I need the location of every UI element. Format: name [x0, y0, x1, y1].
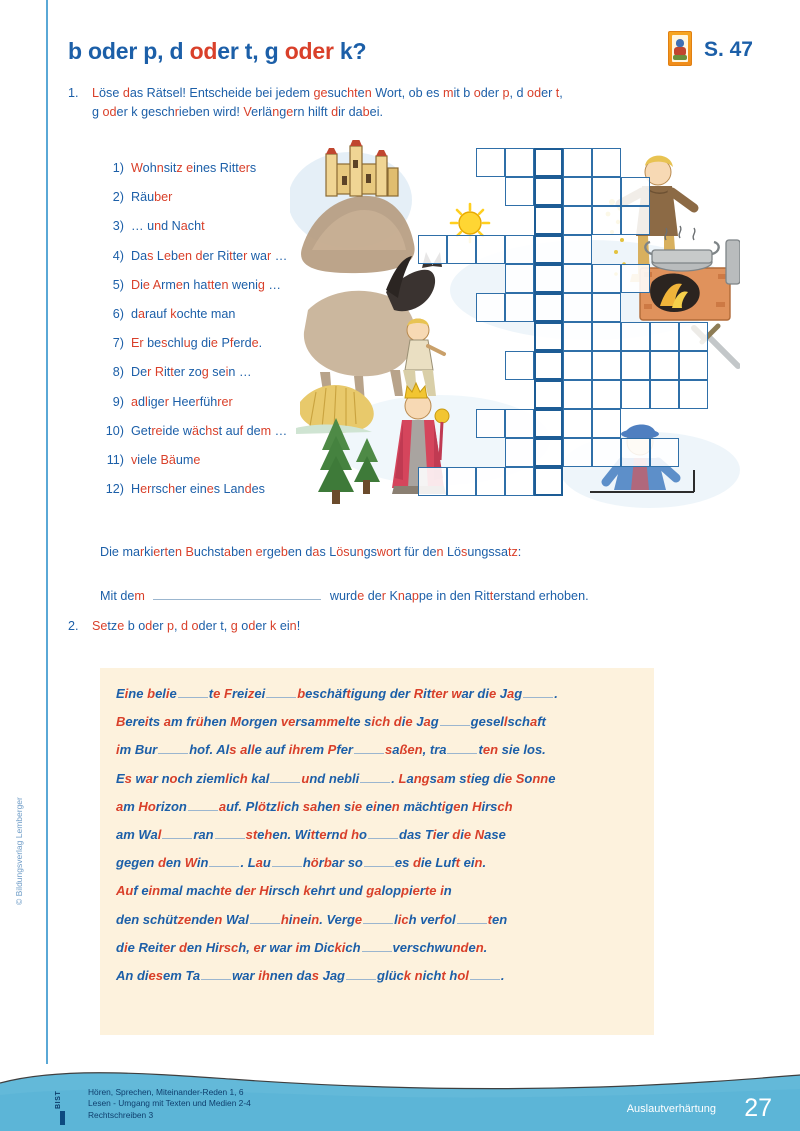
crossword-cell[interactable] [563, 322, 592, 351]
clue-number: 8) [112, 365, 124, 380]
copyright-notice: © Bildungsverlag Lemberger [14, 797, 24, 905]
solution-sentence-before: Mit dem [100, 589, 145, 603]
clue-number: 2) [112, 190, 124, 205]
cloze-blank-input[interactable] [178, 685, 208, 698]
bist-label: BIST [55, 1090, 62, 1109]
crossword-cell[interactable] [650, 438, 679, 467]
clue-text: viele Bäume [131, 452, 201, 467]
cloze-blank-input[interactable] [457, 911, 487, 924]
crossword-cell[interactable] [621, 206, 650, 235]
footer-page-number: 27 [744, 1094, 772, 1122]
clue-number: 6) [112, 306, 124, 321]
crossword-cell-marked[interactable] [534, 148, 563, 177]
cloze-text: glück nicht hol [377, 968, 469, 983]
crossword-cell-marked[interactable] [534, 409, 563, 438]
crossword-cell[interactable] [476, 235, 505, 264]
crossword-cell[interactable] [505, 351, 534, 380]
cloze-line [116, 736, 546, 764]
crossword-cell[interactable] [592, 293, 621, 322]
title-segment: oder [88, 38, 138, 64]
cloze-line [116, 765, 555, 793]
cloze-text: Auf einmal machte der Hirsch kehrt und galoppierte in [116, 883, 452, 899]
crossword-cell[interactable] [563, 409, 592, 438]
cloze-text: hörbar so [302, 855, 363, 871]
crossword-cell[interactable] [476, 148, 505, 177]
clue-number: 5) [112, 277, 124, 292]
cloze-text: . [554, 686, 558, 701]
cloze-text: auf. Plötzlich sahen sie einen mächtigen Hirsch [218, 798, 513, 814]
crossword-cell[interactable] [592, 148, 621, 177]
title-segment: b [68, 38, 89, 64]
clue-number: 1) [112, 161, 124, 175]
crossword-cell[interactable] [505, 148, 534, 177]
task-2-line-1: Setze b oder p, d oder t, g oder k ein! [92, 619, 301, 633]
page-reference: S. 47 [703, 38, 753, 61]
cloze-text: beschäftigung der Ritter war die Jag [297, 686, 523, 701]
clue-text: Herrscher eines Landes [131, 482, 265, 497]
cloze-blank-input[interactable] [368, 826, 398, 839]
cloze-text: ten sie los. [478, 742, 546, 758]
cloze-blank-input[interactable] [362, 939, 392, 952]
cloze-line [116, 821, 506, 849]
footer-standard-line: Rechtschreiben 3 [88, 1109, 154, 1120]
cloze-line [116, 934, 487, 962]
crossword-cell[interactable] [563, 235, 592, 264]
task-1-number: 1. [68, 86, 79, 100]
left-margin-rule [46, 0, 48, 1064]
crossword-cell[interactable] [418, 235, 447, 264]
cloze-text: saßen, tra [384, 742, 447, 758]
clue-text: Räuber [131, 190, 173, 205]
cloze-blank-input[interactable] [440, 713, 470, 726]
crossword-cell[interactable] [592, 380, 621, 409]
cloze-text: am Wal [116, 827, 162, 842]
cloze-text: . Langsam stieg die Sonne [391, 770, 556, 786]
clue-text: Er beschlug die Pferde. [131, 336, 263, 351]
clue-number: 12) [105, 482, 124, 497]
clue-text: Die Armen hatten wenig … [131, 277, 282, 292]
title-segment: k? [333, 38, 367, 64]
cloze-text: hof. Als alle auf ihrem Pfer [189, 742, 353, 758]
crossword-cell[interactable] [592, 351, 621, 380]
crossword-cell[interactable] [563, 177, 592, 206]
solution-instruction: Die markierten Buchstaben ergeben das Lösungswort für den Lösungssatz: [100, 545, 522, 559]
crossword-cell[interactable] [563, 293, 592, 322]
cloze-blank-input[interactable] [470, 967, 500, 980]
crossword-cell[interactable] [563, 206, 592, 235]
title-segment: er [217, 38, 239, 64]
crossword-cell[interactable] [679, 351, 708, 380]
cloze-blank-input[interactable] [523, 685, 553, 698]
crossword-cell[interactable] [447, 235, 476, 264]
title-segment: t, g [238, 38, 285, 64]
footer-standard-line: Lesen - Umgang mit Texten und Medien 2-4 [88, 1098, 251, 1108]
title-segment: od [189, 38, 218, 64]
crossword-cell[interactable] [650, 322, 679, 351]
clue-number: 10) [105, 423, 124, 438]
page-footer [0, 1061, 800, 1131]
page-title [68, 38, 366, 65]
crossword-cell[interactable] [650, 351, 679, 380]
cloze-text: und nebli [301, 770, 360, 786]
crossword-cell-marked[interactable] [534, 235, 563, 264]
cloze-blank-input[interactable] [215, 826, 245, 839]
solution-sentence [100, 586, 589, 603]
clue-number: 3) [112, 219, 124, 234]
crossword-cell[interactable] [592, 438, 621, 467]
crossword-cell[interactable] [563, 380, 592, 409]
cloze-blank-input[interactable] [364, 854, 394, 867]
cloze-text: am Horizon [116, 798, 187, 814]
orange-book-icon [668, 31, 692, 66]
cloze-blank-input[interactable] [447, 741, 477, 754]
cloze-text: es die Luft ein. [394, 855, 487, 871]
cloze-blank-input[interactable] [272, 854, 302, 867]
cloze-blank-input[interactable] [188, 798, 218, 811]
clue-text: adliger Heerführer [131, 394, 233, 409]
crossword-cell[interactable] [679, 380, 708, 409]
cloze-text: die Reiter den Hirsch, er war im Dickich [116, 939, 361, 955]
cloze-text: war ihnen das Jag [232, 968, 345, 983]
crossword-cell[interactable] [476, 293, 505, 322]
clue-text: Das Leben der Ritter war … [131, 248, 288, 263]
crossword-cell[interactable] [476, 409, 505, 438]
cloze-text-box [100, 668, 654, 1035]
crossword-cell[interactable] [592, 264, 621, 293]
crossword-cell[interactable] [592, 206, 621, 235]
title-segment: oder [284, 38, 334, 64]
cloze-text: verschwunden. [392, 939, 488, 955]
crossword-cell[interactable] [592, 322, 621, 351]
cloze-blank-input[interactable] [158, 741, 188, 754]
cloze-blank-input[interactable] [201, 967, 231, 980]
cloze-text: Bereits am frühen Morgen versammelte sich die Jag [116, 714, 439, 730]
cloze-blank-input[interactable] [270, 770, 300, 783]
crossword-cell-marked[interactable] [534, 206, 563, 235]
cloze-text: lich verfol [394, 911, 456, 927]
crossword-cell[interactable] [505, 264, 534, 293]
bist-bar [60, 1111, 65, 1125]
crossword-cell-marked[interactable] [534, 293, 563, 322]
crossword-cell[interactable] [418, 467, 447, 496]
clue-text: Getreide wächst auf dem … [131, 423, 288, 438]
cloze-line [116, 849, 486, 877]
clue-text: darauf kochte man [131, 306, 236, 321]
cloze-text: ran [193, 827, 214, 842]
footer-topic: Auslautverhärtung [626, 1103, 716, 1115]
crossword-cell[interactable] [563, 351, 592, 380]
footer-standards [88, 1087, 251, 1122]
cloze-text: stehen. Witternd ho [245, 827, 367, 842]
cloze-blank-input[interactable] [346, 967, 376, 980]
cloze-line [116, 877, 452, 905]
crossword-cell[interactable] [621, 438, 650, 467]
crossword-cell[interactable] [476, 467, 505, 496]
cloze-text: das Tier die Nase [398, 827, 506, 842]
cloze-text: Eine belie [116, 686, 177, 701]
crossword-cell[interactable] [621, 380, 650, 409]
clue-text: … und Nacht [131, 219, 205, 234]
clue-number: 7) [112, 336, 124, 351]
crossword-cell-marked[interactable] [534, 264, 563, 293]
cloze-blank-input[interactable] [360, 770, 390, 783]
crossword-grid[interactable] [418, 148, 728, 516]
cloze-text: gesellschaft [470, 714, 546, 730]
crossword-cell[interactable] [621, 264, 650, 293]
clue-number: 9) [112, 394, 124, 409]
cloze-blank-input[interactable] [363, 911, 393, 924]
cloze-text: ten [487, 911, 508, 927]
cloze-text: te Freizei [208, 686, 266, 701]
cloze-blank-input[interactable] [266, 685, 296, 698]
title-segment: p, d [137, 38, 190, 64]
cloze-blank-input[interactable] [354, 741, 384, 754]
crossword-cell-marked[interactable] [534, 177, 563, 206]
clue-number: 11) [106, 452, 124, 467]
cloze-line [116, 708, 546, 736]
crossword-cell-marked[interactable] [534, 467, 563, 496]
cloze-text: im Bur [116, 742, 158, 758]
cloze-text: . [500, 968, 505, 983]
crossword-cell[interactable] [505, 438, 534, 467]
crossword-cell-marked[interactable] [534, 322, 563, 351]
crossword-cell[interactable] [621, 322, 650, 351]
crossword-cell[interactable] [505, 409, 534, 438]
crossword-cell[interactable] [650, 380, 679, 409]
crossword-cell[interactable] [592, 409, 621, 438]
crossword-cell[interactable] [563, 264, 592, 293]
crossword-cell[interactable] [563, 148, 592, 177]
cloze-line [116, 962, 505, 990]
crossword-cell[interactable] [563, 438, 592, 467]
cloze-text: Es war noch ziemlich kal [116, 770, 270, 786]
clue-text: Der Ritter zog sein … [131, 365, 252, 380]
solution-blank-input[interactable] [153, 586, 321, 600]
crossword-cell[interactable] [592, 177, 621, 206]
crossword-cell[interactable] [505, 293, 534, 322]
clue-text: Wohnsitz eines Ritters [131, 161, 257, 175]
cloze-line [116, 793, 513, 821]
footer-standard-line: Hören, Sprechen, Miteinander-Reden 1, 6 [88, 1086, 244, 1097]
cloze-blank-input[interactable] [162, 826, 192, 839]
crossword-cell[interactable] [621, 351, 650, 380]
cloze-text: hinein. Verge [280, 911, 363, 927]
cloze-text: . Lau [240, 855, 271, 871]
crossword-cell-marked[interactable] [534, 351, 563, 380]
crossword-cell[interactable] [447, 467, 476, 496]
cloze-text: gegen den Win [116, 855, 209, 871]
crossword-cell[interactable] [505, 177, 534, 206]
task-1-line-2: g oder k geschrieben wird! Verlängern hilft dir dabei. [92, 105, 383, 119]
crossword-cell[interactable] [505, 467, 534, 496]
crossword-cell-marked[interactable] [534, 438, 563, 467]
cloze-blank-input[interactable] [250, 911, 280, 924]
cloze-text: An diesem Ta [116, 968, 201, 983]
crossword-cell-marked[interactable] [534, 380, 563, 409]
crossword-cell[interactable] [621, 177, 650, 206]
task-2-number: 2. [68, 619, 79, 633]
task-2 [68, 617, 748, 636]
cloze-blank-input[interactable] [209, 854, 239, 867]
cloze-line [116, 680, 558, 708]
task-1 [68, 84, 748, 122]
crossword-cell[interactable] [679, 322, 708, 351]
cloze-text: den schützenden Wal [116, 911, 249, 927]
task-1-line-1: Löse das Rätsel! Entscheide bei jedem gesuchten Wort, ob es mit b oder p, d oder t, [92, 86, 563, 100]
clue-number: 4) [112, 248, 124, 263]
solution-sentence-after: wurde der Knappe in den Ritterstand erhoben. [329, 589, 589, 603]
cloze-line [116, 906, 507, 934]
crossword-cell[interactable] [505, 235, 534, 264]
